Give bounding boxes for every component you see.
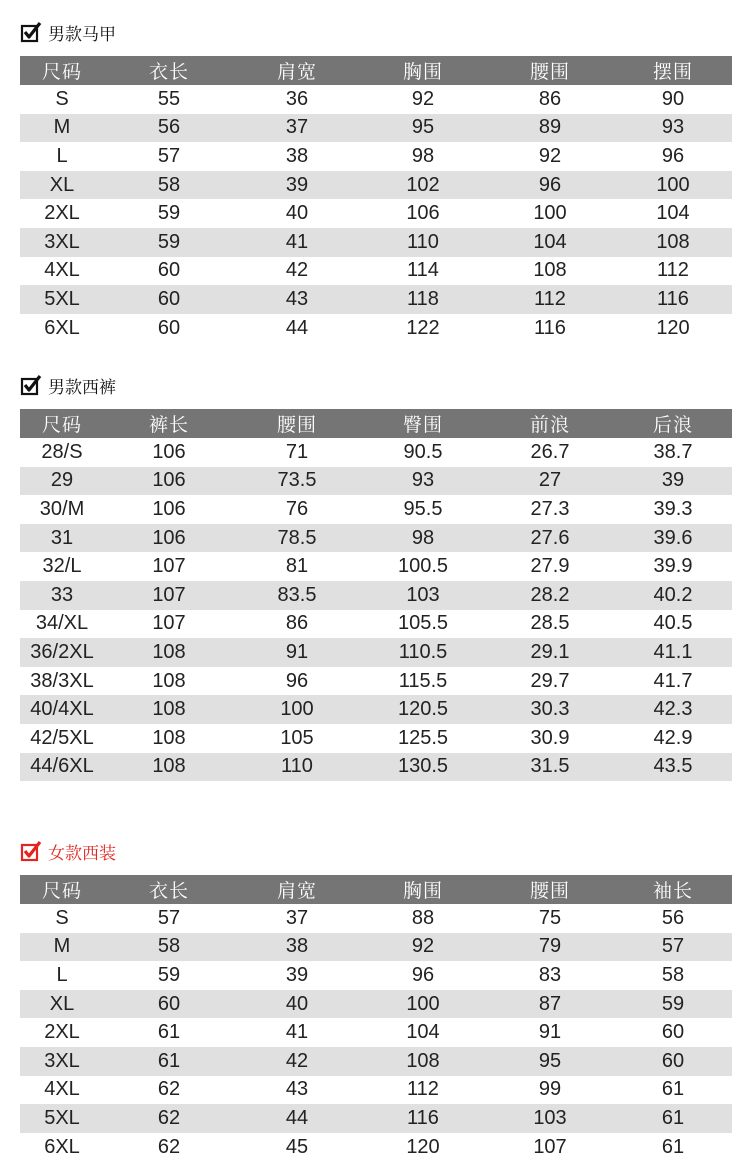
measurement-cell: 39 (285, 963, 309, 986)
table-row (20, 753, 732, 782)
measurement-cell: 41.1 (653, 640, 693, 663)
size-label-cell: S (55, 87, 69, 110)
column-header: 尺码 (41, 61, 82, 83)
measurement-cell: 108 (152, 755, 186, 778)
size-label-cell: 5XL (44, 287, 80, 310)
measurement-cell: 39.6 (653, 526, 693, 549)
measurement-cell: 39 (285, 173, 309, 196)
measurement-cell: 106 (152, 469, 186, 492)
table-row (20, 724, 732, 753)
measurement-cell: 57 (661, 935, 685, 958)
measurement-cell: 105 (280, 726, 314, 749)
section-title (20, 837, 732, 865)
size-label-cell: XL (49, 992, 75, 1015)
size-label-cell: XL (49, 173, 75, 196)
measurement-cell: 62 (157, 1135, 181, 1158)
table-header-row (20, 875, 732, 904)
measurement-cell: 102 (406, 173, 440, 196)
measurement-cell: 40.2 (653, 583, 693, 606)
table-row (20, 467, 732, 496)
table-row (20, 228, 732, 257)
table-row (20, 638, 732, 667)
measurement-cell: 100 (280, 698, 314, 721)
size-label-cell: 2XL (44, 1021, 80, 1044)
measurement-cell: 44 (285, 1106, 309, 1129)
size-label-cell: 33 (50, 583, 74, 606)
table-row (20, 142, 732, 171)
measurement-cell: 73.5 (277, 469, 317, 492)
section-title-text: 男款西裤 (48, 377, 116, 398)
column-header: 衣长 (148, 880, 189, 902)
measurement-cell: 58 (157, 935, 181, 958)
column-header: 尺码 (41, 414, 82, 436)
measurement-cell: 112 (534, 287, 566, 310)
measurement-cell: 60 (157, 992, 181, 1015)
measurement-cell: 100.5 (397, 555, 449, 578)
measurement-cell: 59 (157, 202, 181, 225)
measurement-cell: 29.7 (530, 669, 570, 692)
measurement-cell: 29.1 (530, 640, 570, 663)
size-label-cell: 28/S (41, 440, 83, 463)
size-label-cell: L (56, 963, 68, 986)
measurement-cell: 104 (406, 1021, 440, 1044)
measurement-cell: 91 (538, 1021, 562, 1044)
measurement-cell: 108 (656, 230, 690, 253)
measurement-cell: 59 (661, 992, 685, 1015)
measurement-cell: 40 (285, 202, 309, 225)
size-label-cell: 34/XL (35, 612, 89, 635)
measurement-cell: 99 (538, 1078, 562, 1101)
column-header: 尺码 (41, 880, 82, 902)
measurement-cell: 42 (285, 259, 309, 282)
measurement-cell: 39.9 (653, 555, 693, 578)
measurement-cell: 61 (661, 1078, 685, 1101)
measurement-cell: 108 (152, 726, 186, 749)
measurement-cell: 27.9 (530, 555, 570, 578)
measurement-cell: 107 (152, 583, 186, 606)
measurement-cell: 116 (534, 316, 566, 339)
measurement-cell: 41 (285, 230, 309, 253)
measurement-cell: 62 (157, 1106, 181, 1129)
measurement-cell: 115.5 (398, 669, 448, 692)
measurement-cell: 116 (657, 287, 689, 310)
measurement-cell: 60 (661, 1021, 685, 1044)
size-label-cell: 6XL (44, 1135, 80, 1158)
table-row (20, 85, 732, 114)
measurement-cell: 59 (157, 963, 181, 986)
measurement-cell: 61 (661, 1135, 685, 1158)
table-row (20, 495, 732, 524)
table-row (20, 1104, 732, 1133)
measurement-cell: 31.5 (530, 755, 570, 778)
measurement-cell: 116 (407, 1106, 439, 1129)
measurement-cell: 60 (157, 259, 181, 282)
column-header: 袖长 (652, 880, 693, 902)
size-label-cell: 38/3XL (30, 669, 94, 692)
measurement-cell: 57 (157, 144, 181, 167)
measurement-cell: 108 (406, 1049, 440, 1072)
table-row (20, 581, 732, 610)
measurement-cell: 130.5 (397, 755, 449, 778)
measurement-cell: 100 (656, 173, 690, 196)
measurement-cell: 125.5 (397, 726, 449, 749)
measurement-cell: 100 (406, 992, 440, 1015)
measurement-cell: 61 (157, 1049, 181, 1072)
size-label-cell: 3XL (44, 1049, 80, 1072)
table-row (20, 114, 732, 143)
measurement-cell: 37 (285, 116, 309, 139)
measurement-cell: 96 (285, 669, 309, 692)
table-header-row (20, 56, 732, 85)
table-row (20, 171, 732, 200)
measurement-cell: 90.5 (403, 440, 443, 463)
size-label-cell: L (56, 144, 68, 167)
size-label-cell: M (53, 116, 71, 139)
measurement-cell: 57 (157, 906, 181, 929)
measurement-cell: 98 (411, 526, 435, 549)
measurement-cell: 106 (152, 526, 186, 549)
measurement-cell: 27.3 (530, 497, 570, 520)
size-label-cell: 4XL (44, 1078, 80, 1101)
size-label-cell: 36/2XL (30, 640, 94, 663)
measurement-cell: 95 (538, 1049, 562, 1072)
measurement-cell: 42.3 (653, 698, 693, 721)
measurement-cell: 75 (538, 906, 562, 929)
column-header: 肩宽 (276, 61, 317, 83)
measurement-cell: 95.5 (403, 497, 443, 520)
size-label-cell: 5XL (44, 1106, 80, 1129)
measurement-cell: 92 (538, 144, 562, 167)
size-label-cell: 42/5XL (30, 726, 94, 749)
measurement-cell: 27 (538, 469, 562, 492)
table-row (20, 524, 732, 553)
column-header: 前浪 (529, 414, 570, 436)
measurement-cell: 71 (285, 440, 309, 463)
measurement-cell: 88 (411, 906, 435, 929)
column-header: 胸围 (402, 880, 443, 902)
measurement-cell: 39 (661, 469, 685, 492)
measurement-cell: 43 (285, 1078, 309, 1101)
measurement-cell: 91 (285, 640, 309, 663)
measurement-cell: 78.5 (277, 526, 317, 549)
measurement-cell: 27.6 (530, 526, 570, 549)
measurement-cell: 42.9 (653, 726, 693, 749)
table-row (20, 1076, 732, 1105)
size-label-cell: 3XL (44, 230, 80, 253)
size-label-cell: 44/6XL (30, 755, 94, 778)
table-row (20, 1018, 732, 1047)
measurement-cell: 107 (533, 1135, 567, 1158)
table-row (20, 257, 732, 286)
table-row (20, 933, 732, 962)
table-row (20, 199, 732, 228)
measurement-cell: 112 (657, 259, 689, 282)
column-header: 臀围 (402, 414, 443, 436)
measurement-cell: 110 (281, 755, 313, 778)
measurement-cell: 106 (406, 202, 440, 225)
size-table (20, 875, 732, 1161)
size-label-cell: S (55, 906, 69, 929)
measurement-cell: 103 (533, 1106, 567, 1129)
trousers-size-section (20, 371, 732, 781)
column-header: 腰围 (529, 61, 570, 83)
checkbox-checked-icon (20, 840, 42, 862)
size-label-cell: 29 (50, 469, 74, 492)
section-title-text: 女款西装 (48, 843, 116, 864)
measurement-cell: 56 (661, 906, 685, 929)
measurement-cell: 95 (411, 116, 435, 139)
measurement-cell: 108 (152, 640, 186, 663)
section-title (20, 18, 732, 46)
measurement-cell: 38 (285, 935, 309, 958)
measurement-cell: 44 (285, 316, 309, 339)
column-header: 腰围 (529, 880, 570, 902)
measurement-cell: 108 (152, 669, 186, 692)
measurement-cell: 81 (285, 555, 309, 578)
measurement-cell: 60 (157, 287, 181, 310)
table-row (20, 438, 732, 467)
measurement-cell: 56 (157, 116, 181, 139)
table-row (20, 285, 732, 314)
size-label-cell: 31 (50, 526, 74, 549)
measurement-cell: 40.5 (653, 612, 693, 635)
measurement-cell: 104 (533, 230, 567, 253)
measurement-cell: 30.9 (530, 726, 570, 749)
table-row (20, 1133, 732, 1162)
measurement-cell: 28.2 (530, 583, 570, 606)
size-label-cell: 2XL (44, 202, 80, 225)
measurement-cell: 98 (411, 144, 435, 167)
measurement-cell: 41 (285, 1021, 309, 1044)
measurement-cell: 96 (411, 963, 435, 986)
measurement-cell: 43.5 (653, 755, 693, 778)
measurement-cell: 108 (152, 698, 186, 721)
measurement-cell: 86 (285, 612, 309, 635)
measurement-cell: 79 (538, 935, 562, 958)
table-row (20, 314, 732, 343)
size-table (20, 56, 732, 342)
size-label-cell: 32/L (42, 555, 82, 578)
measurement-cell: 83.5 (277, 583, 317, 606)
table-row (20, 695, 732, 724)
measurement-cell: 42 (285, 1049, 309, 1072)
measurement-cell: 110 (407, 230, 439, 253)
measurement-cell: 41.7 (653, 669, 693, 692)
measurement-cell: 36 (285, 87, 309, 110)
measurement-cell: 122 (406, 316, 440, 339)
column-header: 衣长 (148, 61, 189, 83)
section-title-text: 男款马甲 (48, 24, 116, 45)
measurement-cell: 108 (533, 259, 567, 282)
vest-size-section (20, 18, 732, 342)
measurement-cell: 58 (157, 173, 181, 196)
measurement-cell: 61 (661, 1106, 685, 1129)
measurement-cell: 43 (285, 287, 309, 310)
measurement-cell: 106 (152, 440, 186, 463)
measurement-cell: 37 (285, 906, 309, 929)
measurement-cell: 96 (538, 173, 562, 196)
measurement-cell: 86 (538, 87, 562, 110)
table-row (20, 667, 732, 696)
measurement-cell: 93 (411, 469, 435, 492)
measurement-cell: 87 (538, 992, 562, 1015)
table-row (20, 990, 732, 1019)
column-header: 摆围 (652, 61, 693, 83)
measurement-cell: 92 (411, 935, 435, 958)
measurement-cell: 30.3 (530, 698, 570, 721)
measurement-cell: 114 (407, 259, 439, 282)
column-header: 后浪 (652, 414, 693, 436)
measurement-cell: 83 (538, 963, 562, 986)
measurement-cell: 107 (152, 612, 186, 635)
measurement-cell: 90 (661, 87, 685, 110)
size-label-cell: 6XL (44, 316, 80, 339)
women-suit-size-section (20, 837, 732, 1161)
table-row (20, 552, 732, 581)
measurement-cell: 59 (157, 230, 181, 253)
measurement-cell: 107 (152, 555, 186, 578)
size-label-cell: M (53, 935, 71, 958)
size-label-cell: 4XL (44, 259, 80, 282)
measurement-cell: 100 (533, 202, 567, 225)
table-row (20, 1047, 732, 1076)
measurement-cell: 120 (406, 1135, 440, 1158)
measurement-cell: 89 (538, 116, 562, 139)
measurement-cell: 58 (661, 963, 685, 986)
measurement-cell: 110.5 (398, 640, 448, 663)
measurement-cell: 92 (411, 87, 435, 110)
size-label-cell: 30/M (39, 497, 85, 520)
measurement-cell: 96 (661, 144, 685, 167)
column-header: 裤长 (148, 414, 189, 436)
size-table (20, 409, 732, 781)
measurement-cell: 118 (407, 287, 439, 310)
table-row (20, 904, 732, 933)
measurement-cell: 28.5 (530, 612, 570, 635)
measurement-cell: 112 (407, 1078, 439, 1101)
measurement-cell: 40 (285, 992, 309, 1015)
measurement-cell: 38 (285, 144, 309, 167)
measurement-cell: 120.5 (397, 698, 449, 721)
column-header: 腰围 (276, 414, 317, 436)
section-title (20, 371, 732, 399)
measurement-cell: 55 (157, 87, 181, 110)
measurement-cell: 45 (285, 1135, 309, 1158)
measurement-cell: 106 (152, 497, 186, 520)
table-header-row (20, 409, 732, 438)
measurement-cell: 105.5 (397, 612, 449, 635)
measurement-cell: 39.3 (653, 497, 693, 520)
measurement-cell: 104 (656, 202, 690, 225)
measurement-cell: 60 (157, 316, 181, 339)
measurement-cell: 26.7 (530, 440, 570, 463)
measurement-cell: 62 (157, 1078, 181, 1101)
column-header: 胸围 (402, 61, 443, 83)
size-label-cell: 40/4XL (30, 698, 94, 721)
measurement-cell: 76 (285, 497, 309, 520)
column-header: 肩宽 (276, 880, 317, 902)
checkbox-checked-icon (20, 374, 42, 396)
measurement-cell: 93 (661, 116, 685, 139)
measurement-cell: 38.7 (653, 440, 693, 463)
measurement-cell: 61 (157, 1021, 181, 1044)
measurement-cell: 103 (406, 583, 440, 606)
measurement-cell: 60 (661, 1049, 685, 1072)
measurement-cell: 120 (656, 316, 690, 339)
table-row (20, 961, 732, 990)
checkbox-checked-icon (20, 21, 42, 43)
table-row (20, 610, 732, 639)
